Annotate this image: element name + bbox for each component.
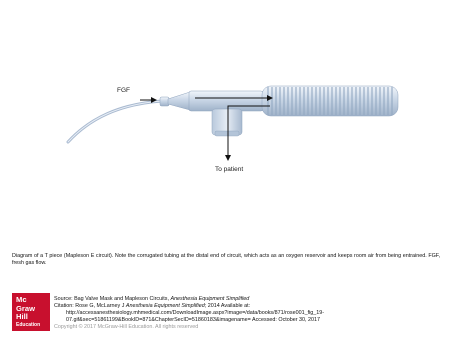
citation-line	[54, 303, 442, 310]
citation-rest: ; 2014 Available at:	[204, 303, 251, 309]
logo-line-2: Graw	[16, 303, 35, 313]
mcgraw-hill-logo	[12, 293, 50, 331]
source-text: Bag Valve Mask and Mapleson Circuits,	[74, 296, 171, 302]
citation-prefix: Citation: Rose G, McLarney J	[54, 303, 126, 309]
source-prefix: Source:	[54, 296, 75, 302]
logo-line-1: Mc	[16, 295, 27, 304]
logo-line-4: Education	[16, 321, 41, 328]
fgf-connector	[160, 97, 169, 106]
logo-line-3: Hill	[16, 312, 28, 322]
to-patient-label: To patient	[215, 166, 244, 173]
t-piece-cone	[168, 92, 190, 110]
reference-block	[54, 296, 442, 331]
source-line	[54, 296, 442, 303]
t-piece-body	[189, 91, 263, 111]
citation-url-2[interactable]: 07.gif&sec=51861199&BookID=871&ChapterSecID=51860183&imagename= Accessed: October 30, 2017	[66, 317, 321, 323]
citation-book: Anesthesia Equipment Simplified	[125, 303, 205, 309]
fgf-tubing	[68, 101, 162, 142]
corrugated-reservoir-tubing	[262, 86, 398, 116]
figure-caption: Diagram of a T piece (Mapleson E circuit). Note the corrugated tubing at the distal end of circuit, which acts as an oxygen reservoir and keeps room air from being entrained. FGF, fresh gas flow.	[12, 253, 440, 267]
source-book: Anesthesia Equipment Simplified	[170, 296, 250, 302]
citation-url-1[interactable]: http://accessanesthesiology.mhmedical.com/DownloadImage.aspx?image=/data/books/871/rose001_fig_19-	[66, 310, 325, 316]
fgf-label: FGF	[117, 87, 130, 94]
copyright-line: Copyright © 2017 McGraw-Hill Education. All rights reserved	[54, 324, 199, 330]
